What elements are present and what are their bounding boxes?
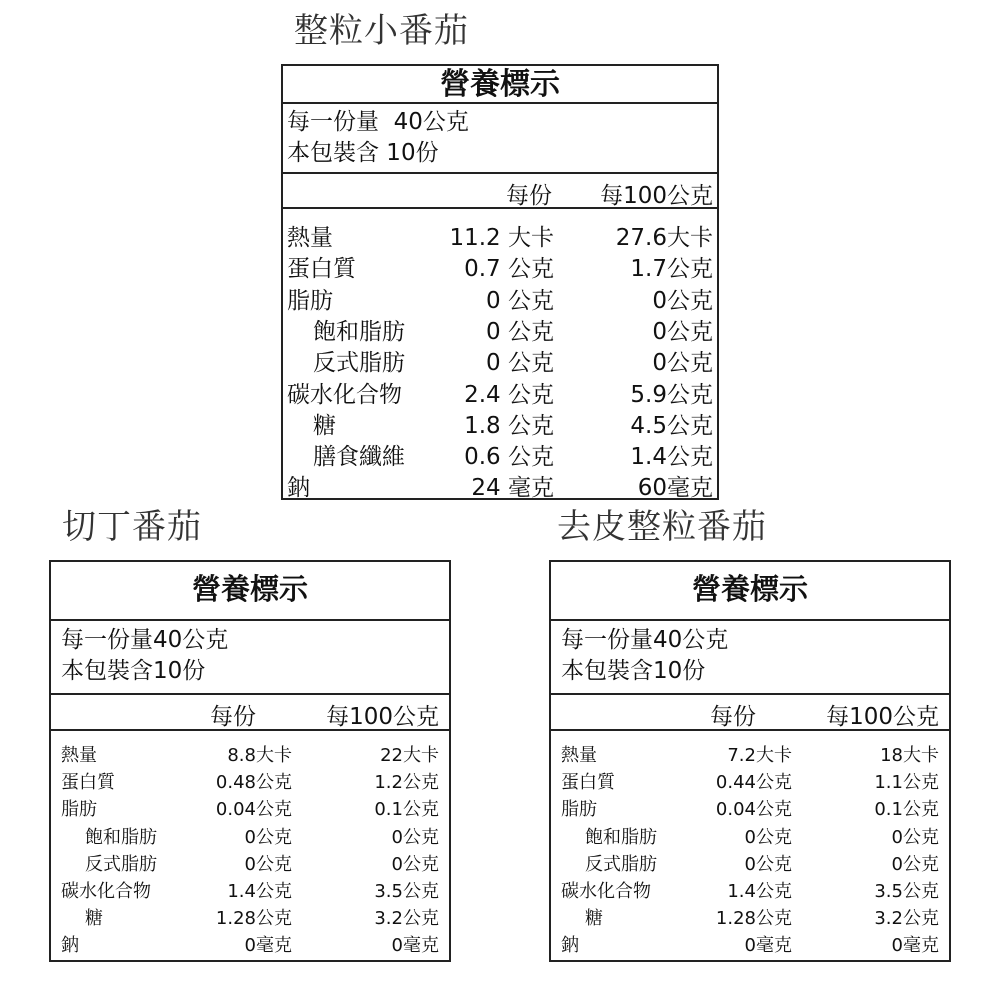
per-serving-value: 24 毫克 (471, 475, 554, 502)
per-serving-value: 0.48公克 (215, 772, 292, 794)
per-serving-value: 11.2 大卡 (449, 225, 554, 251)
nutrient-name: 鈉 (287, 475, 310, 502)
serving-size: 每一份量 40公克 (287, 109, 469, 135)
nutrient-name: 鈉 (61, 935, 79, 957)
nutrition-label-whole-cherry-tomato (281, 64, 719, 500)
per-serving-value: 0毫克 (244, 935, 292, 957)
nutrient-row (283, 282, 717, 313)
per-serving-value: 0公克 (744, 826, 792, 848)
per-serving-value: 0.7 公克 (464, 256, 554, 283)
per-100g-value: 5.9公克 (630, 381, 713, 408)
nutrient-name: 熱量 (287, 225, 333, 251)
per-100g-value: 0公克 (891, 853, 939, 875)
per-serving-value: 1.28公克 (215, 908, 292, 930)
per-100g-value: 0公克 (391, 826, 439, 848)
per-100g-value: 27.6大卡 (615, 225, 713, 251)
per-serving-value: 1.28公克 (715, 908, 792, 930)
nutrient-row (51, 768, 449, 795)
per-100g-value: 0毫克 (391, 935, 439, 957)
col-per-serving: 每份 (506, 183, 552, 209)
nutrient-name: 飽和脂肪 (585, 826, 657, 848)
nutrient-name: 熱量 (561, 745, 597, 766)
nutrient-row (551, 931, 949, 958)
nutrient-name: 碳水化合物 (61, 881, 151, 902)
nutrient-name: 蛋白質 (287, 256, 356, 283)
per-100g-value: 60毫克 (637, 475, 713, 502)
nutrient-name: 脂肪 (287, 287, 333, 314)
per-serving-value: 8.8大卡 (227, 745, 292, 766)
per-100g-value: 1.1公克 (874, 772, 939, 794)
nutrient-name: 反式脂肪 (313, 350, 405, 377)
per-serving-value: 0公克 (744, 853, 792, 875)
serving-info (51, 621, 449, 695)
nutrient-row (551, 795, 949, 822)
nutrient-name: 脂肪 (561, 799, 597, 821)
nutrition-label-diced-tomato (49, 560, 451, 962)
nutrient-row (51, 931, 449, 958)
nutrient-name: 熱量 (61, 745, 97, 766)
nutrient-name: 糖 (85, 908, 103, 930)
caption-peeled-whole-tomato: 去皮整粒番茄 (557, 507, 767, 547)
col-per-100g: 每100公克 (600, 183, 713, 209)
per-100g-value: 0.1公克 (374, 799, 439, 821)
nutrient-row (283, 250, 717, 281)
per-100g-value: 3.5公克 (874, 881, 939, 902)
caption-diced-tomato: 切丁番茄 (62, 507, 202, 547)
serving-size: 每一份量40公克 (561, 627, 729, 653)
per-100g-value: 3.2公克 (874, 908, 939, 930)
per-serving-value: 0毫克 (744, 935, 792, 957)
per-100g-value: 0毫克 (891, 935, 939, 957)
nutrient-row (551, 823, 949, 850)
per-100g-value: 3.5公克 (374, 881, 439, 902)
caption-whole-cherry-tomato: 整粒小番茄 (294, 11, 469, 51)
per-serving-value: 0.6 公克 (464, 444, 554, 471)
nutrient-row (551, 850, 949, 877)
nutrient-name: 蛋白質 (61, 772, 115, 794)
nutrient-row (51, 741, 449, 768)
col-per-serving: 每份 (710, 704, 756, 730)
nutrient-row (551, 904, 949, 931)
per-serving-value: 7.2大卡 (727, 745, 792, 766)
per-serving-value: 2.4 公克 (464, 381, 554, 408)
serving-info (551, 621, 949, 695)
per-100g-value: 1.4公克 (630, 444, 713, 471)
per-100g-value: 22大卡 (380, 745, 439, 766)
per-serving-value: 0 公克 (486, 287, 554, 314)
column-header (551, 695, 949, 731)
col-per-100g: 每100公克 (826, 704, 939, 730)
column-header (283, 174, 717, 209)
servings-per-package: 本包裝含10份 (61, 658, 206, 684)
nutrient-row (51, 877, 449, 904)
per-serving-value: 1.4公克 (727, 881, 792, 902)
nutrient-name: 脂肪 (61, 799, 97, 821)
per-100g-value: 0公克 (652, 287, 713, 314)
nutrient-row (551, 768, 949, 795)
per-serving-value: 0.44公克 (715, 772, 792, 794)
nutrient-row (283, 344, 717, 375)
nutrient-name: 反式脂肪 (85, 853, 157, 875)
nutrient-row (283, 438, 717, 469)
label-title: 營養標示 (51, 562, 449, 621)
per-100g-value: 0公克 (391, 853, 439, 875)
label-title: 營養標示 (551, 562, 949, 621)
per-100g-value: 0.1公克 (874, 799, 939, 821)
nutrient-row (51, 850, 449, 877)
serving-info (283, 104, 717, 174)
serving-size: 每一份量40公克 (61, 627, 229, 653)
per-100g-value: 4.5公克 (630, 412, 713, 439)
column-header (51, 695, 449, 731)
nutrition-label-peeled-whole-tomato (549, 560, 951, 962)
servings-per-package: 本包裝含10份 (561, 658, 706, 684)
per-100g-value: 0公克 (652, 350, 713, 377)
nutrient-name: 飽和脂肪 (85, 826, 157, 848)
nutrient-name: 飽和脂肪 (313, 318, 405, 345)
nutrient-name: 蛋白質 (561, 772, 615, 794)
per-100g-value: 1.7公克 (630, 256, 713, 283)
servings-per-package: 本包裝含 10份 (287, 140, 439, 166)
label-title: 營養標示 (283, 66, 717, 104)
col-per-100g: 每100公克 (326, 704, 439, 730)
nutrient-name: 碳水化合物 (287, 381, 402, 408)
nutrient-row (283, 407, 717, 438)
per-100g-value: 0公克 (891, 826, 939, 848)
per-100g-value: 1.2公克 (374, 772, 439, 794)
nutrient-name: 反式脂肪 (585, 853, 657, 875)
nutrient-row (551, 741, 949, 768)
nutrient-row (283, 313, 717, 344)
per-serving-value: 0公克 (244, 853, 292, 875)
per-serving-value: 0 公克 (486, 350, 554, 377)
nutrient-row (51, 823, 449, 850)
nutrient-row (283, 219, 717, 250)
nutrient-name: 膳食纖維 (313, 444, 405, 471)
col-per-serving: 每份 (210, 704, 256, 730)
nutrient-name: 鈉 (561, 935, 579, 957)
nutrient-name: 碳水化合物 (561, 881, 651, 902)
nutrient-row (551, 877, 949, 904)
nutrient-row (283, 376, 717, 407)
nutrient-name: 糖 (313, 412, 336, 439)
nutrient-row (51, 904, 449, 931)
per-serving-value: 1.8 公克 (464, 412, 554, 439)
per-100g-value: 3.2公克 (374, 908, 439, 930)
per-serving-value: 0 公克 (486, 318, 554, 345)
per-serving-value: 0公克 (244, 826, 292, 848)
nutrient-row (51, 795, 449, 822)
per-100g-value: 0公克 (652, 318, 713, 345)
nutrient-row (283, 469, 717, 500)
per-serving-value: 0.04公克 (715, 799, 792, 821)
per-100g-value: 18大卡 (880, 745, 939, 766)
nutrient-name: 糖 (585, 908, 603, 930)
per-serving-value: 1.4公克 (227, 881, 292, 902)
per-serving-value: 0.04公克 (215, 799, 292, 821)
